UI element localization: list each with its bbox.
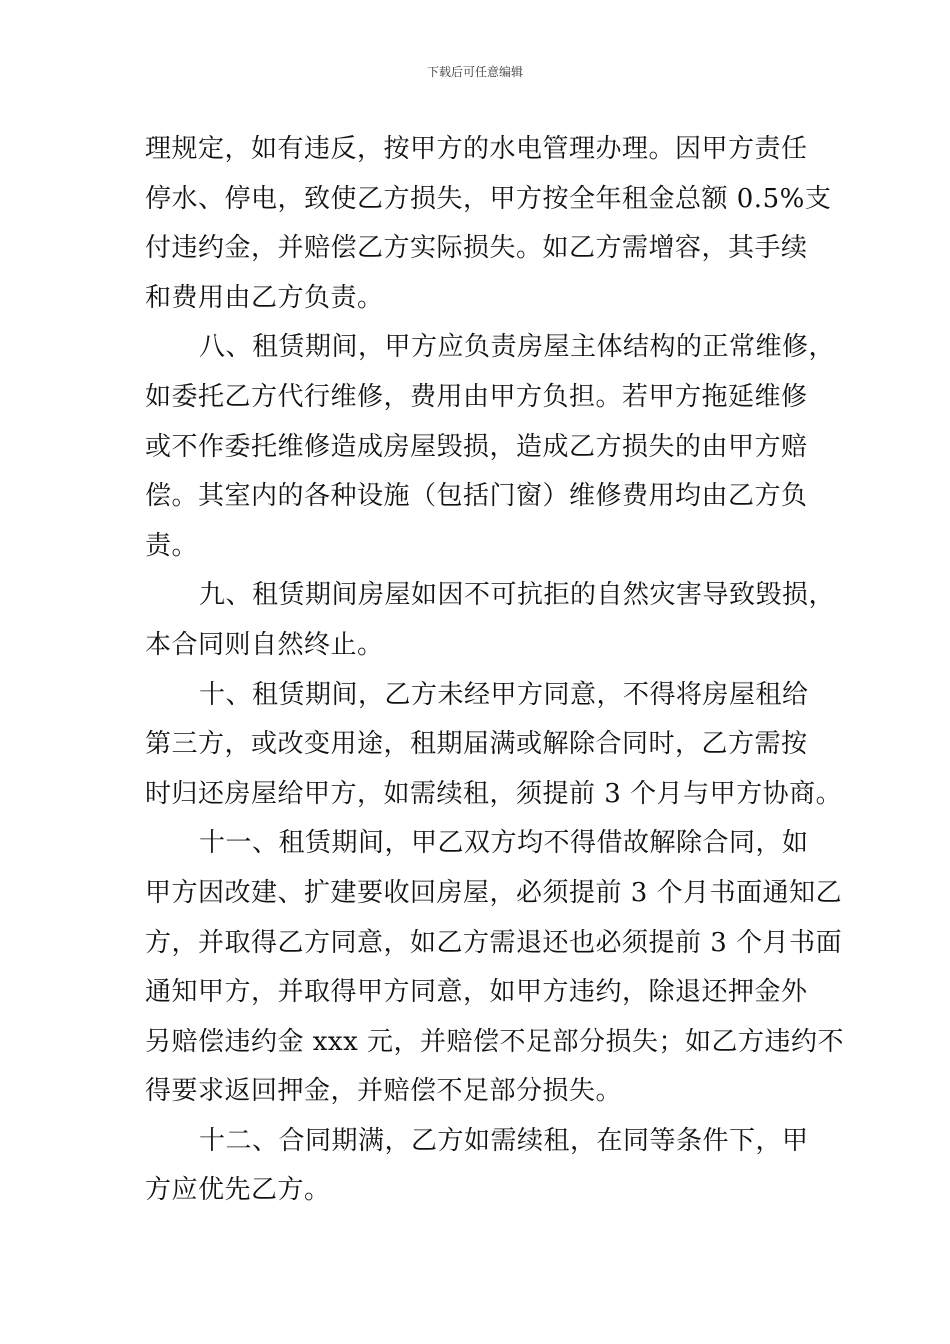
text-line: 通知甲方，并取得甲方同意，如甲方违约，除退还押金外 (145, 977, 808, 1008)
text-line: 责。 (145, 530, 199, 561)
text-line: 本合同则自然终止。 (145, 629, 384, 660)
text-line: 理规定，如有违反，按甲方的水电管理办理。因甲方责任 (145, 134, 808, 164)
text-line: 付违约金，并赔偿乙方实际损失。如乙方需增容，其手续 (145, 233, 808, 264)
clause-11-start: 十一、租赁期间，甲乙双方均不得借故解除合同，如 (199, 828, 809, 859)
text-line: 第三方，或改变用途，租期届满或解除合同时，乙方需按 (145, 729, 808, 760)
clause-12-start: 十二、合同期满，乙方如需续租，在同等条件下，甲 (199, 1125, 809, 1156)
contract-body (145, 125, 845, 1216)
text-line: 甲方因改建、扩建要收回房屋，必须提前 3 个月书面通知乙 (145, 877, 843, 908)
text-line: 方应优先乙方。 (145, 1175, 331, 1206)
text-line: 停水、停电，致使乙方损失，甲方按全年租金总额 0.5%支 (145, 183, 832, 214)
text-line: 方，并取得乙方同意，如乙方需退还也必须提前 3 个月书面 (145, 927, 843, 958)
text-line: 时归还房屋给甲方，如需续租，须提前 3 个月与甲方协商。 (145, 778, 843, 809)
text-line: 偿。其室内的各种设施（包括门窗）维修费用均由乙方负 (145, 481, 808, 512)
text-line: 或不作委托维修造成房屋毁损，造成乙方损失的由甲方赔 (145, 431, 808, 462)
page-header-note: 下载后可任意编辑 (426, 65, 523, 79)
text-line: 如委托乙方代行维修，费用由甲方负担。若甲方拖延维修 (145, 381, 808, 412)
text-line: 得要求返回押金，并赔偿不足部分损失。 (145, 1076, 623, 1107)
text-line: 另赔偿违约金 xxx 元，并赔偿不足部分损失；如乙方违约不 (145, 1026, 845, 1057)
clause-8-start: 八、租赁期间，甲方应负责房屋主体结构的正常维修， (199, 332, 836, 363)
clause-10-start: 十、租赁期间，乙方未经甲方同意，不得将房屋租给 (199, 679, 809, 710)
clause-9-start: 九、租赁期间房屋如因不可抗拒的自然灾害导致毁损， (199, 580, 836, 611)
text-line: 和费用由乙方负责。 (145, 282, 384, 313)
